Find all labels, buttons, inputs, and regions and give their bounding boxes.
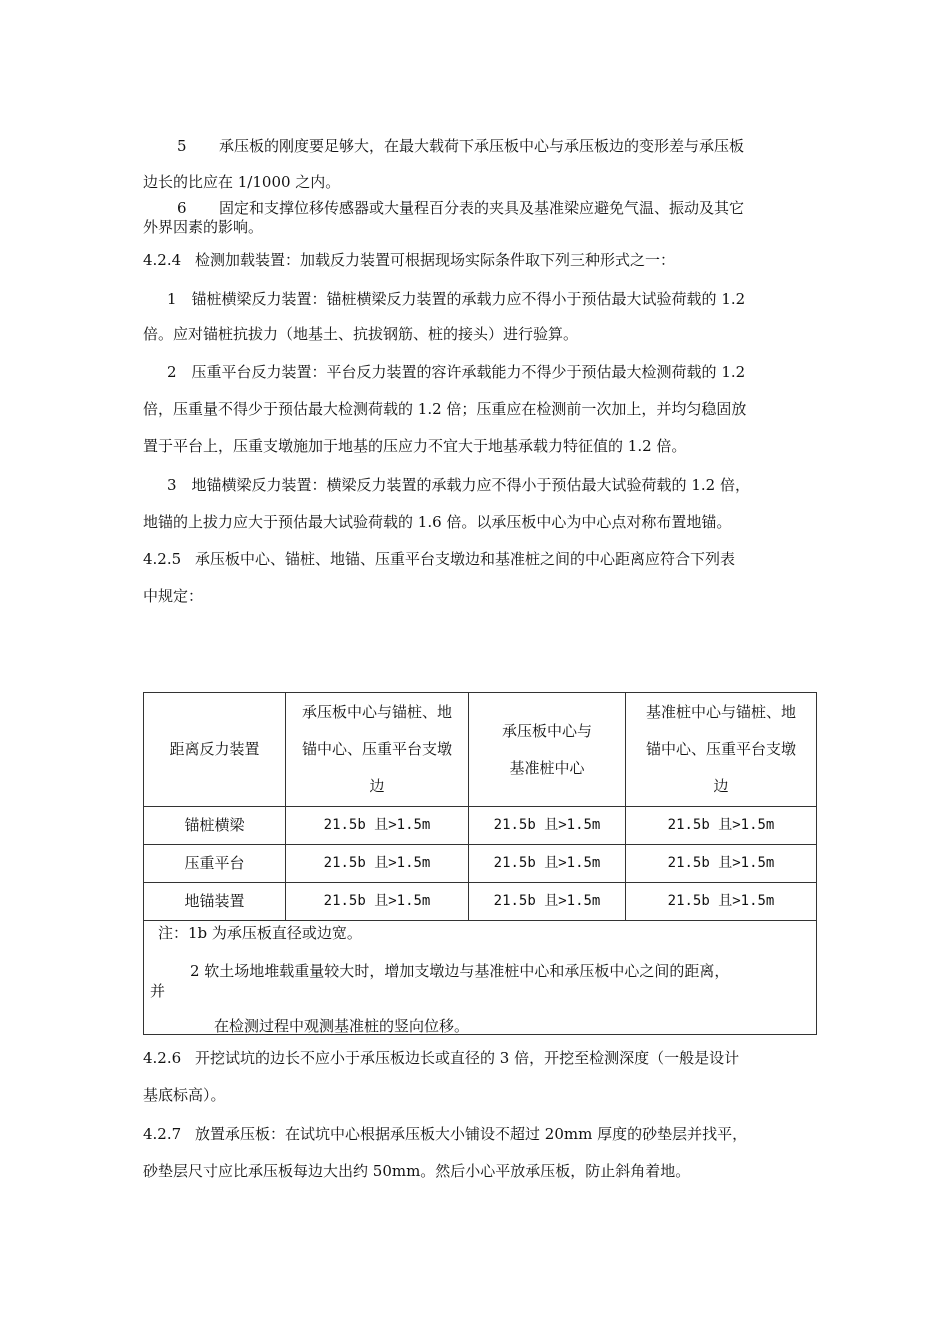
table-note <box>144 921 817 1035</box>
item-5-number: 5 <box>177 137 187 155</box>
item-6-number: 6 <box>177 199 187 217</box>
table-note-row <box>144 921 817 1035</box>
section-4-2-6-number: 4.2.6 <box>143 1049 182 1067</box>
item-3-line-2: 地锚的上拔力应大于预估最大试验荷载的 1.6 倍。以承压板中心为中心点对称布置地锚。 <box>143 513 732 531</box>
section-4-2-7-line-1: 放置承压板：在试坑中心根据承压板大小铺设不超过 20mm 厚度的砂垫层并找平， <box>195 1125 748 1143</box>
row-value: 21.5b 且>1.5m <box>286 845 469 883</box>
note-line-2: 2 软土场地堆载重量较大时，增加支墩边与基准桩中心和承压板中心之间的距离， <box>190 962 730 980</box>
section-4-2-5-line-2: 中规定： <box>143 587 204 605</box>
note-line-3: 并 <box>150 982 166 1000</box>
row-value: 21.5b 且>1.5m <box>626 845 817 883</box>
item-3-line-1: 3 地锚横梁反力装置：横梁反力装置的承载力应不得小于预估最大试验荷载的 1.2 倍， <box>167 476 750 494</box>
item-2-line-3: 置于平台上，压重支墩施加于地基的压应力不宜大于地基承载力特征值的 1.2 倍。 <box>143 437 687 455</box>
item-6-line-1: 固定和支撑位移传感器或大量程百分表的夹具及基准梁应避免气温、振动及其它 <box>219 199 745 217</box>
table-row <box>144 883 817 921</box>
table-row <box>144 845 817 883</box>
item-6-line-2: 外界因素的影响。 <box>143 218 264 236</box>
section-4-2-5-number: 4.2.5 <box>143 550 182 568</box>
item-2-line-2: 倍，压重量不得少于预估最大检测荷载的 1.2 倍；压重应在检测前一次加上，并均匀稳固放 <box>143 400 747 418</box>
item-5-line-1: 承压板的刚度要足够大，在最大载荷下承压板中心与承压板边的变形差与承压板 <box>219 137 745 155</box>
header-cell-plate-to-reference: 承压板中心与 基准桩中心 <box>469 693 626 807</box>
row-value: 21.5b 且>1.5m <box>469 807 626 845</box>
row-value: 21.5b 且>1.5m <box>469 883 626 921</box>
header-cell-device: 距离反力装置 <box>144 693 286 807</box>
item-2-line-1: 2 压重平台反力装置：平台反力装置的容许承载能力不得少于预估最大检测荷载的 1.2 <box>167 363 746 381</box>
row-label: 地锚装置 <box>144 883 286 921</box>
table-header-row <box>144 693 817 807</box>
row-value: 21.5b 且>1.5m <box>286 883 469 921</box>
header-cell-reference-to-anchor: 基准桩中心与锚桩、地 锚中心、压重平台支墩 边 <box>626 693 817 807</box>
row-label: 锚桩横梁 <box>144 807 286 845</box>
distance-spec-table <box>143 692 817 1035</box>
item-1-line-1: 1 锚桩横梁反力装置：锚桩横梁反力装置的承载力应不得小于预估最大试验荷载的 1.2 <box>167 290 746 308</box>
row-value: 21.5b 且>1.5m <box>626 883 817 921</box>
item-1-line-2: 倍。应对锚桩抗拔力（地基土、抗拔钢筋、桩的接头）进行验算。 <box>143 325 579 343</box>
item-5-line-2: 边长的比应在 1/1000 之内。 <box>143 173 341 191</box>
section-4-2-6-line-1: 开挖试坑的边长不应小于承压板边长或直径的 3 倍，开挖至检测深度（一般是设计 <box>195 1049 740 1067</box>
note-line-4: 在检测过程中观测基准桩的竖向位移。 <box>214 1017 470 1035</box>
row-value: 21.5b 且>1.5m <box>626 807 817 845</box>
row-value: 21.5b 且>1.5m <box>469 845 626 883</box>
section-4-2-7-number: 4.2.7 <box>143 1125 182 1143</box>
row-value: 21.5b 且>1.5m <box>286 807 469 845</box>
table-row <box>144 807 817 845</box>
header-cell-plate-to-anchor: 承压板中心与锚桩、地 锚中心、压重平台支墩 边 <box>286 693 469 807</box>
section-4-2-7-line-2: 砂垫层尺寸应比承压板每边大出约 50mm。然后小心平放承压板，防止斜角着地。 <box>143 1162 691 1180</box>
section-4-2-4-number: 4.2.4 <box>143 251 182 269</box>
section-4-2-5-line-1: 承压板中心、锚桩、地锚、压重平台支墩边和基准桩之间的中心距离应符合下列表 <box>195 550 736 568</box>
note-line-1: 注：1b 为承压板直径或边宽。 <box>158 924 362 942</box>
section-4-2-6-line-2: 基底标高）。 <box>143 1086 226 1104</box>
row-label: 压重平台 <box>144 845 286 883</box>
section-4-2-4-text: 检测加载装置：加载反力装置可根据现场实际条件取下列三种形式之一： <box>195 251 676 269</box>
